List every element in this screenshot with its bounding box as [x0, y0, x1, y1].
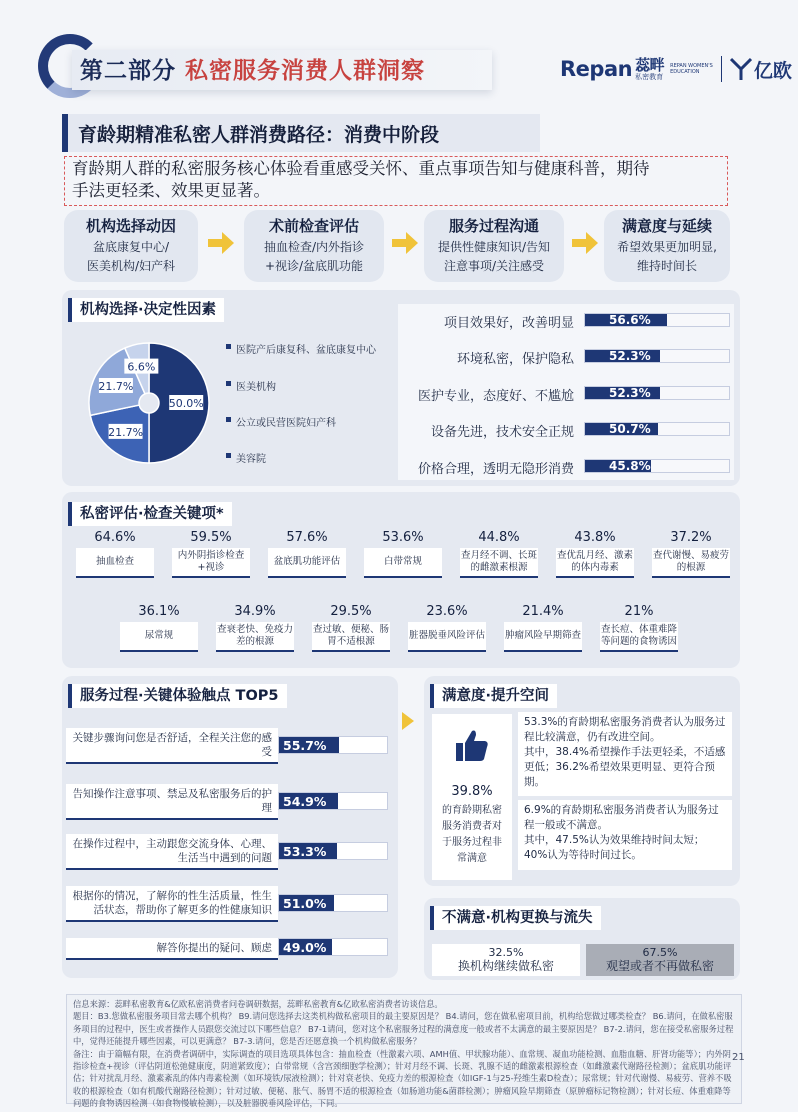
pointer-arrow-icon [402, 712, 414, 730]
page-number: 21 [732, 1052, 745, 1063]
touchpoint-bar [278, 736, 388, 754]
touchpoint-bar [278, 894, 388, 912]
check-label: 查衰老快、免疫力差的根源 [216, 622, 294, 652]
touchpoint-bar [278, 792, 388, 810]
check-item [600, 602, 678, 652]
pie-label: 6.6% [127, 360, 156, 374]
touchpoint-label: 告知操作注意事项、禁忌及私密服务后的护理 [66, 784, 278, 820]
check-label: 盆底肌功能评估 [268, 548, 346, 578]
page-subtitle: 育龄期精准私密人群消费路径：消费中阶段 [78, 124, 440, 146]
check-label: 查月经不调、长斑的雌激素根源 [460, 548, 538, 578]
check-item [652, 528, 730, 578]
pie-label: 50.0% [168, 397, 204, 410]
check-item [408, 602, 486, 652]
factor-bar: 56.6% [584, 313, 730, 327]
legend-item: 医院产后康复科、盆底康复中心 [236, 341, 376, 356]
check-value: 44.8% [478, 530, 520, 545]
legend-item: 医美机构 [236, 378, 276, 393]
check-label: 白带常规 [364, 548, 442, 578]
churn-quit-card: 67.5% 观望或者不再做私密 [586, 944, 734, 976]
check-value: 29.5% [330, 604, 372, 619]
legend-item: 公立或民营医院妇产科 [236, 414, 336, 429]
check-value: 57.6% [286, 530, 328, 545]
touchpoint-label: 根据你的情况，了解你的性生活质量，性生活状态，帮助你了解更多的性健康知识 [66, 886, 278, 922]
check-item [268, 528, 346, 578]
touchpoint-value: 54.9% [283, 794, 327, 809]
pie-label: 21.7% [98, 380, 134, 394]
touchpoints-title: 服务过程·关键体验触点 TOP5 [68, 684, 287, 708]
touchpoints-panel [62, 676, 398, 978]
check-label: 肿瘤风险早期筛查 [504, 622, 582, 652]
check-label: 查过敏、便秘、肠胃不适根源 [312, 622, 390, 652]
check-label: 脏器脱垂风险评估 [408, 622, 486, 652]
journey-arrow [208, 232, 234, 254]
checks-title: 私密评估·检查关键项* [68, 502, 232, 526]
touchpoint-value: 55.7% [283, 738, 327, 753]
churn-switch-card: 32.5% 换机构继续做私密 [432, 944, 580, 976]
check-value: 53.6% [382, 530, 424, 545]
repan-logo: Repan 蕊畔 私密教育 REPAN WOMEN'S EDUCATION [560, 56, 713, 81]
factor-bar: 45.8% [584, 459, 730, 473]
yiou-logo: 亿欧 [730, 56, 792, 83]
factor-label: 设备先进，技术安全正规 [430, 425, 574, 440]
check-label: 查代谢慢、易疲劳的根源 [652, 548, 730, 578]
check-label: 抽血检查 [76, 548, 154, 578]
touchpoint-value: 53.3% [283, 844, 327, 859]
check-item [216, 602, 294, 652]
check-item [76, 528, 154, 578]
section-title: 第二部分 私密服务消费人群洞察 [80, 58, 426, 84]
touchpoint-bar [278, 842, 388, 860]
journey-arrow [392, 232, 418, 254]
pie-label: 21.7% [108, 425, 144, 439]
factor-label: 环境私密，保护隐私 [456, 352, 574, 367]
check-value: 37.2% [670, 530, 712, 545]
factor-bar: 52.3% [584, 386, 730, 400]
check-value: 21.4% [522, 604, 564, 619]
check-label: 查优乱月经、激素的体内毒素 [556, 548, 634, 578]
factor-label: 医护专业，态度好、不尴尬 [417, 389, 574, 404]
brand-logo [560, 52, 792, 86]
journey-step-2: 术前检查评估 抽血检查/内外指诊 +视诊/盆底肌功能 [244, 210, 384, 282]
check-label: 尿常规 [120, 622, 198, 652]
check-item [120, 602, 198, 652]
touchpoint-label: 关键步骤询问您是否舒适，全程关注您的感受 [66, 728, 278, 764]
touchpoint-value: 51.0% [283, 896, 327, 911]
institution-pie-chart [86, 340, 212, 466]
key-insight: 育龄期人群的私密服务核心体验看重感受关怀、重点事项告知与健康科普，期待 手法更轻柔、效果更显著。 [72, 159, 650, 200]
factor-label: 项目效果好，改善明显 [443, 316, 574, 331]
journey-arrow [572, 232, 598, 254]
check-value: 36.1% [138, 604, 180, 619]
satisfaction-highlight: 39.8% 的育龄期私密 服务消费者对 于服务过程非 常满意 [432, 714, 512, 880]
journey-step-1: 机构选择动因 盆底康复中心/ 医美机构/妇产科 [64, 210, 198, 282]
journey-step-3: 服务过程沟通 提供性健康知识/告知 注意事项/关注感受 [424, 210, 564, 282]
touchpoint-label: 解答你提出的疑问、顾虑 [66, 938, 278, 960]
factor-label: 价格合理，透明无隐形消费 [417, 462, 574, 477]
thumbs-up-icon [452, 726, 492, 766]
check-item [172, 528, 250, 578]
journey-step-4: 满意度与延续 希望效果更加明显, 维持时间长 [604, 210, 730, 282]
touchpoint-value: 49.0% [283, 940, 327, 955]
check-label: 查长痘、体重难降等问题的食物诱因 [600, 622, 678, 652]
touchpoint-bar [278, 938, 388, 956]
satisfaction-text-1: 53.3%的育龄期私密服务消费者认为服务过程比较满意，仍有改进空间。 其中，38.4%希望操作手法更轻柔，不适感更低；36.2%希望效果更明显、更符合预期。 [518, 712, 732, 796]
check-value: 21% [624, 604, 654, 619]
satisfaction-title: 满意度·提升空间 [430, 684, 557, 708]
check-value: 64.6% [94, 530, 136, 545]
check-item [312, 602, 390, 652]
institution-title: 机构选择·决定性因素 [68, 298, 224, 322]
legend-item: 美容院 [236, 450, 266, 465]
check-value: 59.5% [190, 530, 232, 545]
check-label: 内外阴指诊检查+视诊 [172, 548, 250, 578]
check-value: 34.9% [234, 604, 276, 619]
check-item [364, 528, 442, 578]
factor-bar: 52.3% [584, 349, 730, 363]
factor-bar: 50.7% [584, 422, 730, 436]
source-notes: 信息来源：蕊畔私密教育&亿欧私密消费者问卷调研数据，蕊畔私密教育&亿欧私密消费者访谈信息。 题目：B3.您做私密服务项目常去哪个机构？ B9.请问您选择去这类机构做私密项目的最主要原因是？ B4.请问，您在做私密项目前，机构给您做过哪类检查？ B6.请问，在做私密服务项目的过程中，医生或者操作人员跟您交流过以下哪些信息？ B7-1请问，您对这个私密服务过程的满意度一般或者不太满意的最主要原因是？ B7-2.请问，您在接受私密服务过程中，觉得还能提升哪些因素，可以更满意？ B7-3.请问，您是否还愿意换一个机构做私密服务？ 备注：由于篇幅有限，在消费者调研中，实际调查的项目选项具体包含：抽血检查（性激素六项、AMH值、甲状腺功能）、血常规、凝血功能检测、血脂血糖、肝肾功能等）；内外阴指诊检查+视诊（评估阴道松弛健康度，阴道紧致度）；白带常规（含宫颈细胞学检测）；针对月经不调、长斑、乳腺不适的雌激素根源检查（如雌激素代谢路径检测）；盆底肌功能评估；针对扰乱月经、激素紊乱的体内毒素检测（如环境铁/尿液检测）；针对衰老快、免疫力差的根源检查（如IGF-1与25-羟维生素D检查）；尿常规；针对代谢慢、易疲劳、营养不吸收的根源检查（如有机酸代谢路径检测）；针对过敏、便秘、胀气、肠胃不适的根源检查（如肠道功能&菌群检测）；肿瘤风险早期筛查（原肿瘤标记物检测）；针对长痘、体重难降等问题的食物诱因检测（如食物慢敏检测），以及脏器脱垂风险评估，下同。 [66, 994, 742, 1104]
check-value: 43.8% [574, 530, 616, 545]
churn-title: 不满意·机构更换与流失 [430, 906, 601, 930]
check-item [460, 528, 538, 578]
check-item [556, 528, 634, 578]
check-item [504, 602, 582, 652]
yiou-mark-icon [730, 57, 752, 81]
touchpoint-label: 在操作过程中，主动跟您交流身体、心理、生活当中遇到的问题 [66, 834, 278, 870]
satisfaction-text-2: 6.9%的育龄期私密服务消费者认为服务过程一般或不满意。 其中，47.5%认为效果维持时间太短；40%认为等待时间过长。 [518, 800, 732, 870]
logo-separator [721, 56, 722, 82]
check-value: 23.6% [426, 604, 468, 619]
